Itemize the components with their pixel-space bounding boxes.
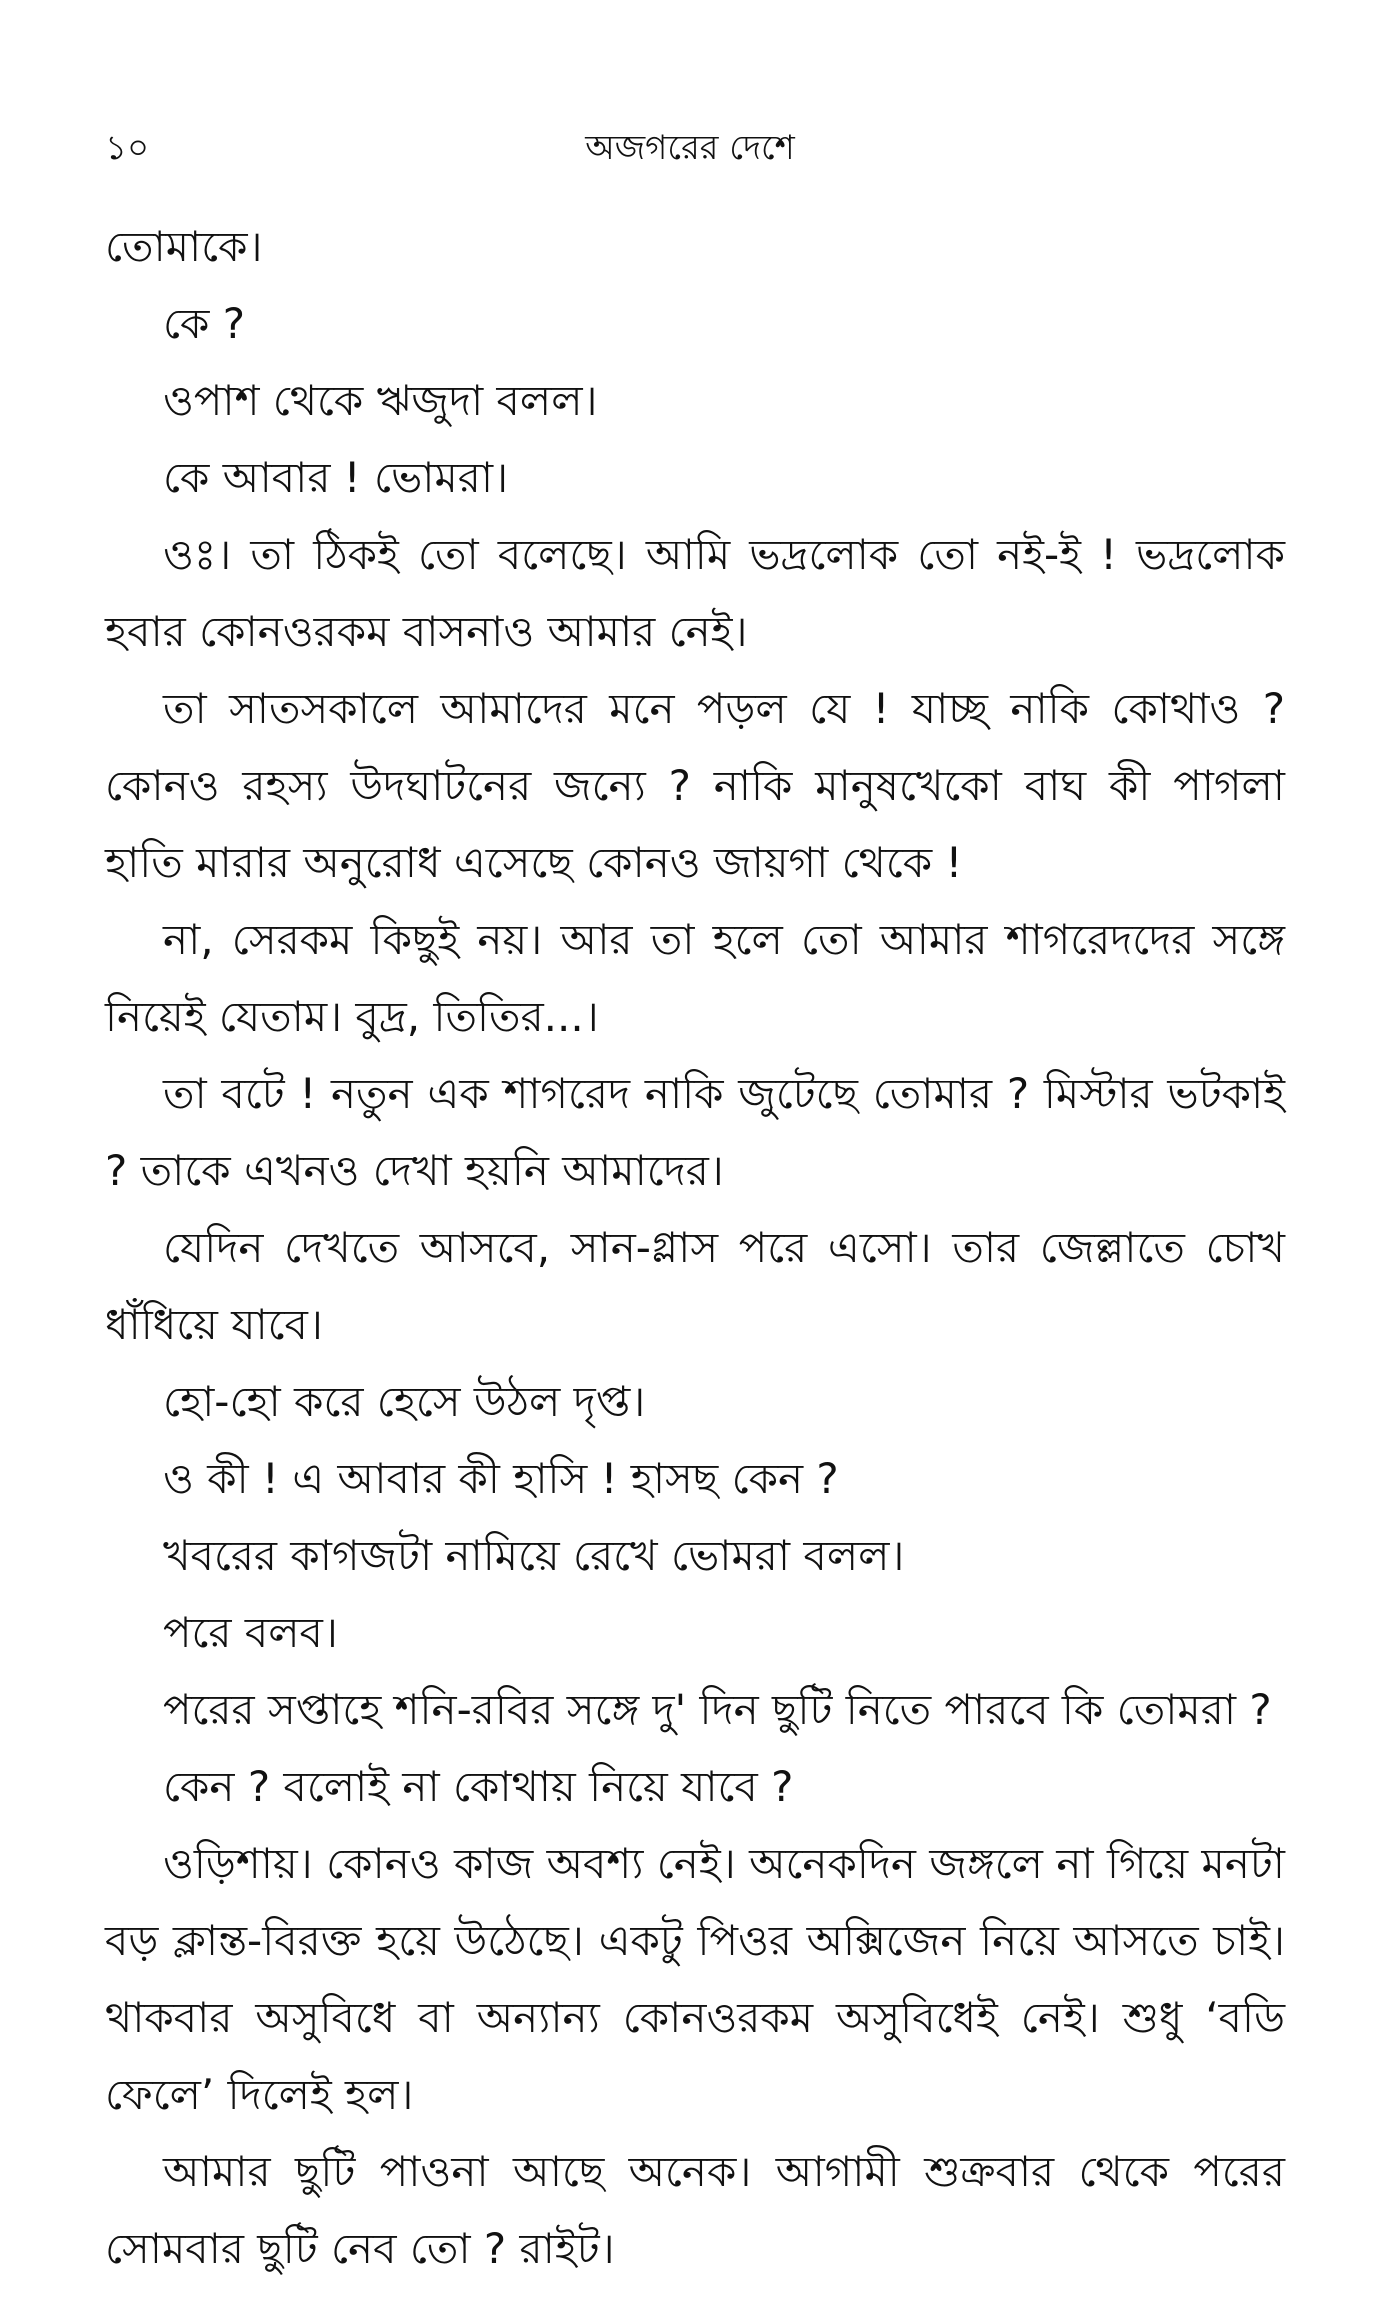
paragraph: আমার ছুটি পাওনা আছে অনেক। আগামী শুক্রবার থেকে পরের সোমবার ছুটি নেব তো ? রাইট। (105, 2147, 1285, 2273)
paragraph: খবরের কাগজটা নামিয়ে রেখে ভোমরা বলল। (163, 1531, 905, 1580)
paragraph: ও কী ! এ আবার কী হাসি ! হাসছ কেন ? (163, 1454, 839, 1503)
paragraph: তা বটে ! নতুন এক শাগরেদ নাকি জুটেছে তোমার ? মিস্টার ভটকাই ? তাকে এখনও দেখা হয়নি আমাদের। (105, 1069, 1285, 1195)
paragraph: কে ? (163, 299, 246, 348)
paragraph: ওঃ। তা ঠিকই তো বলেছে। আমি ভদ্রলোক তো নই-ই ! ভদ্রলোক হবার কোনওরকম বাসনাও আমার নেই। (105, 530, 1285, 656)
paragraph: পরের সপ্তাহে শনি-রবির সঙ্গে দু' দিন ছুটি নিতে পারবে কি তোমরা ? (163, 1685, 1272, 1734)
paragraph: তোমাকে। (105, 222, 263, 271)
body-text (105, 208, 1285, 2287)
paragraph: কে আবার ! ভোমরা। (163, 453, 509, 502)
running-title: অজগরের দেশে (585, 128, 795, 168)
paragraph: পরে বলব। (163, 1608, 338, 1657)
page-header (95, 118, 1285, 178)
paragraph: ওপাশ থেকে ঋজুদা বলল। (163, 376, 598, 425)
paragraph: যেদিন দেখতে আসবে, সান-গ্লাস পরে এসো। তার জেল্লাতে চোখ ধাঁধিয়ে যাবে। (105, 1223, 1285, 1349)
paragraph: না, সেরকম কিছুই নয়। আর তা হলে তো আমার শাগরেদদের সঙ্গে নিয়েই যেতাম। বুদ্র, তিতির...। (105, 915, 1285, 1041)
page-number: ১০ (105, 128, 150, 168)
paragraph: হো-হো করে হেসে উঠল দৃপ্ত। (163, 1377, 646, 1426)
paragraph: তা সাতসকালে আমাদের মনে পড়ল যে ! যাচ্ছ নাকি কোথাও ? কোনও রহস্য উদঘাটনের জন্যে ? নাকি মানুষখেকো বাঘ কী পাগলা হাতি মারার অনুরোধ এসেছে কোনও জায়গা থেকে ! (105, 684, 1285, 887)
paragraph: ওড়িশায়। কোনও কাজ অবশ্য নেই। অনেকদিন জঙ্গলে না গিয়ে মনটা বড় ক্লান্ত-বিরক্ত হয়ে উঠেছে। একটু পিওর অক্সিজেন নিয়ে আসতে চাই। থাকবার অসুবিধে বা অন্যান্য কোনওরকম অসুবিধেই নেই। শুধু ‘বডি ফেলে’ দিলেই হল। (105, 1839, 1285, 2119)
paragraph: কেন ? বলোই না কোথায় নিয়ে যাবে ? (163, 1762, 794, 1811)
